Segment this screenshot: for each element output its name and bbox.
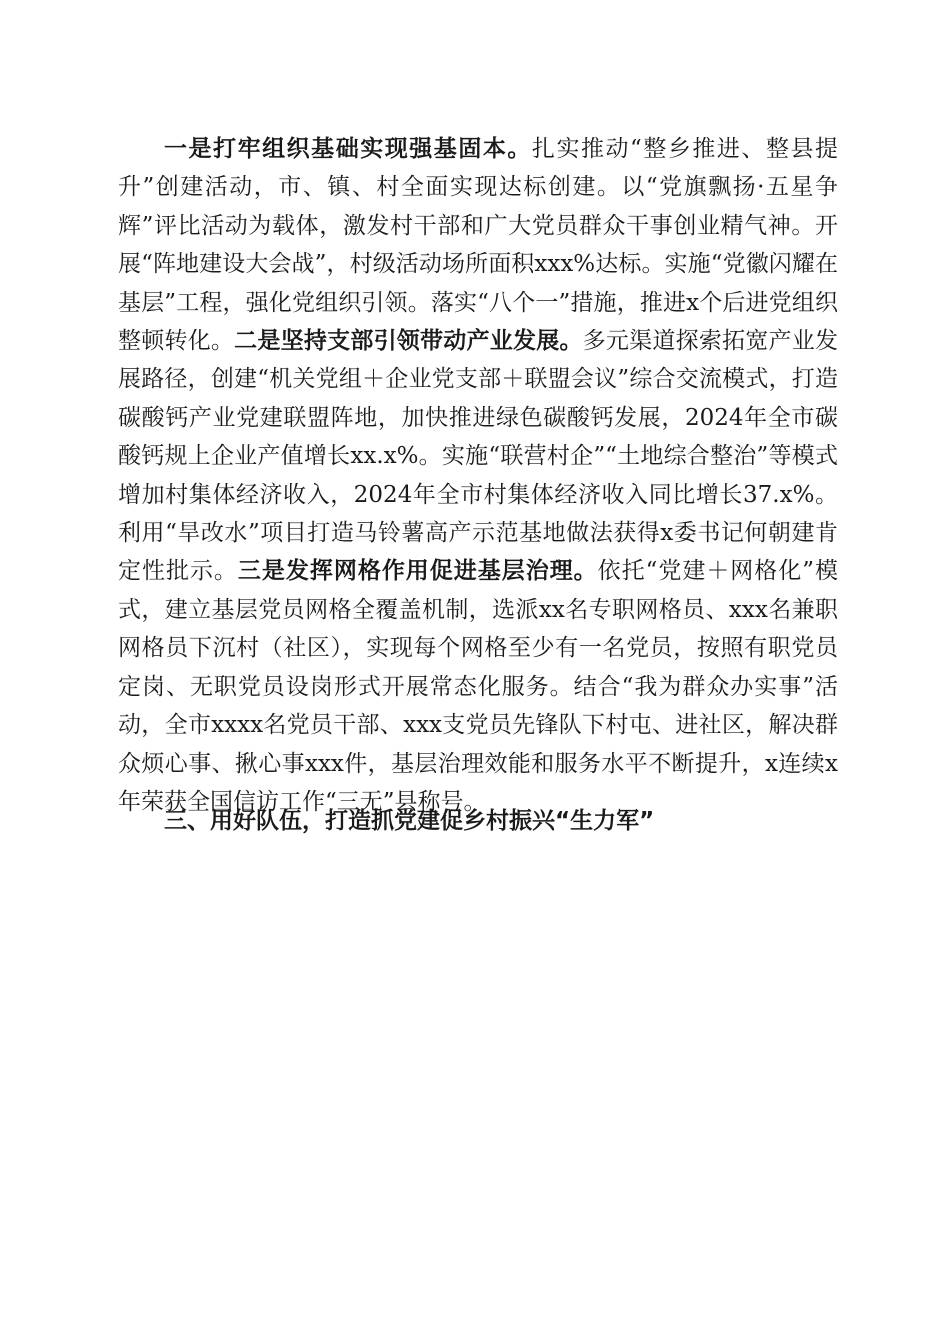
document-body xyxy=(118,130,838,821)
paragraph-lead-3: 三是发挥网格作用促进基层治理。 xyxy=(237,558,598,585)
section-heading: 三、用好队伍，打造抓党建促乡村振兴“生力军” xyxy=(164,808,655,834)
body-paragraph xyxy=(118,130,838,821)
paragraph-body-2: 多元渠道探索拓宽产业发展路径，创建“机关党组＋企业党支部＋联盟会议”综合交流模式，打造碳酸钙产业党建联盟阵地，加快推进绿色碳酸钙发展，2024年全市碳酸钙规上企业产值增长xx.x%。实施“联营村企”“土地综合整治”等模式增加村集体经济收入，2024年全市村集体经济收入同比增长37.x%。利用“旱改水”项目打造马铃薯高产示范基地做法获得x委书记何朝建肯定性批示。 xyxy=(118,328,839,585)
paragraph-lead-2: 二是坚持支部引领带动产业发展。 xyxy=(234,328,583,355)
paragraph-body-3: 依托“党建＋网格化”模式，建立基层党员网格全覆盖机制，选派xx名专职网格员、xxx名兼职网格员下沉村（社区），实现每个网格至少有一名党员，按照有职党员定岗、无职党员设岗形式开展常态化服务。结合“我为群众办实事”活动，全市xxxx名党员干部、xxx支党员先锋队下村屯、进社区，解决群众烦心事、揪心事xxx件，基层治理效能和服务水平不断提升，x连续x年荣获全国信访工作“三无”县称号。 xyxy=(118,558,838,815)
paragraph-body-1: 扎实推动“整乡推进、整县提升”创建活动，市、镇、村全面实现达标创建。以“党旗飘扬·五星争辉”评比活动为载体，激发村干部和广大党员群众干事创业精气神。开展“阵地建设大会战”，村级活动场所面积xxx%达标。实施“党徽闪耀在基层”工程，强化党组织引领。落实“八个一”措施，推进x个后进党组织整顿转化。 xyxy=(118,136,839,355)
paragraph-lead-1: 一是打牢组织基础实现强基固本。 xyxy=(164,136,532,162)
